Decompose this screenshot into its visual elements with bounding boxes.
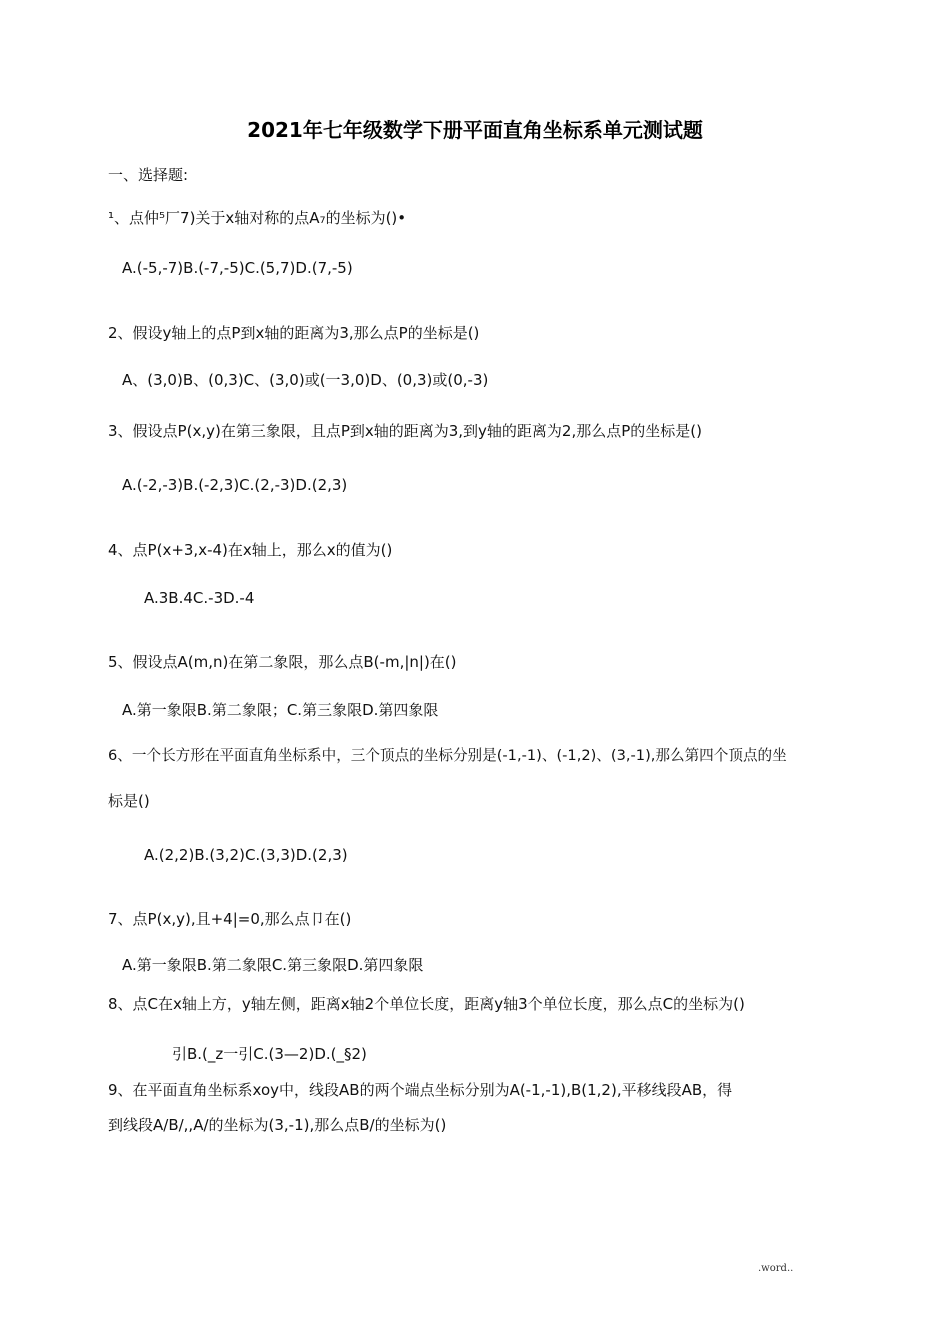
question-8-options: 引B.(_z一引C.(3—2)D.(_§2) (172, 1045, 367, 1063)
question-5-options: A.第一象限B.第二象限；C.第三象限D.第四象限 (122, 701, 439, 719)
question-3-options: A.(-2,-3)B.(-2,3)C.(2,-3)D.(2,3) (122, 476, 348, 494)
question-1-options: A.(-5,-7)B.(-7,-5)C.(5,7)D.(7,-5) (122, 259, 353, 277)
question-6-options: A.(2,2)B.(3,2)C.(3,3)D.(2,3) (144, 846, 348, 864)
document-title: 2021年七年级数学下册平面直角坐标系单元测试题 (247, 118, 703, 142)
question-1: ¹、点仲⁵厂7)关于x轴对称的点A₇的坐标为()• (108, 209, 407, 227)
question-6-continuation: 标是() (108, 792, 150, 810)
question-2-options: A、(3,0)B、(0,3)C、(3,0)或(一3,0)D、(0,3)或(0,-3) (122, 371, 489, 389)
question-7-options: A.第一象限B.第二象限C.第三象限D.第四象限 (122, 956, 424, 974)
question-3: 3、假设点P(x,y)在第三象限，且点P到x轴的距离为3,到y轴的距离为2,那么点P的坐标是() (108, 422, 702, 440)
question-4-options: A.3B.4C.-3D.-4 (144, 589, 255, 607)
question-8: 8、点C在x轴上方，y轴左侧，距离x轴2个单位长度，距离y轴3个单位长度，那么点C的坐标为() (108, 995, 745, 1013)
question-4: 4、点P(x+3,x-4)在x轴上，那么x的值为() (108, 541, 393, 559)
question-7: 7、点P(x,y),且+4|=0,那么点卩在() (108, 910, 352, 928)
question-9: 9、在平面直角坐标系xoy中，线段AB的两个端点坐标分别为A(-1,-1),B(1,2),平移线段AB，得 (108, 1081, 733, 1099)
section-heading: 一、选择题: (108, 166, 189, 184)
page-footer: .word.. (758, 1263, 794, 1274)
question-5: 5、假设点A(m,n)在第二象限，那么点B(-m,|n|)在() (108, 653, 457, 671)
question-6: 6、一个长方形在平面直角坐标系中，三个顶点的坐标分别是(-1,-1)、(-1,2)、(3,-1),那么第四个顶点的坐 (108, 747, 787, 764)
question-2: 2、假设y轴上的点P到x轴的距离为3,那么点P的坐标是() (108, 324, 480, 342)
question-9-continuation: 到线段A/B/,,A/的坐标为(3,-1),那么点B/的坐标为() (108, 1116, 447, 1134)
